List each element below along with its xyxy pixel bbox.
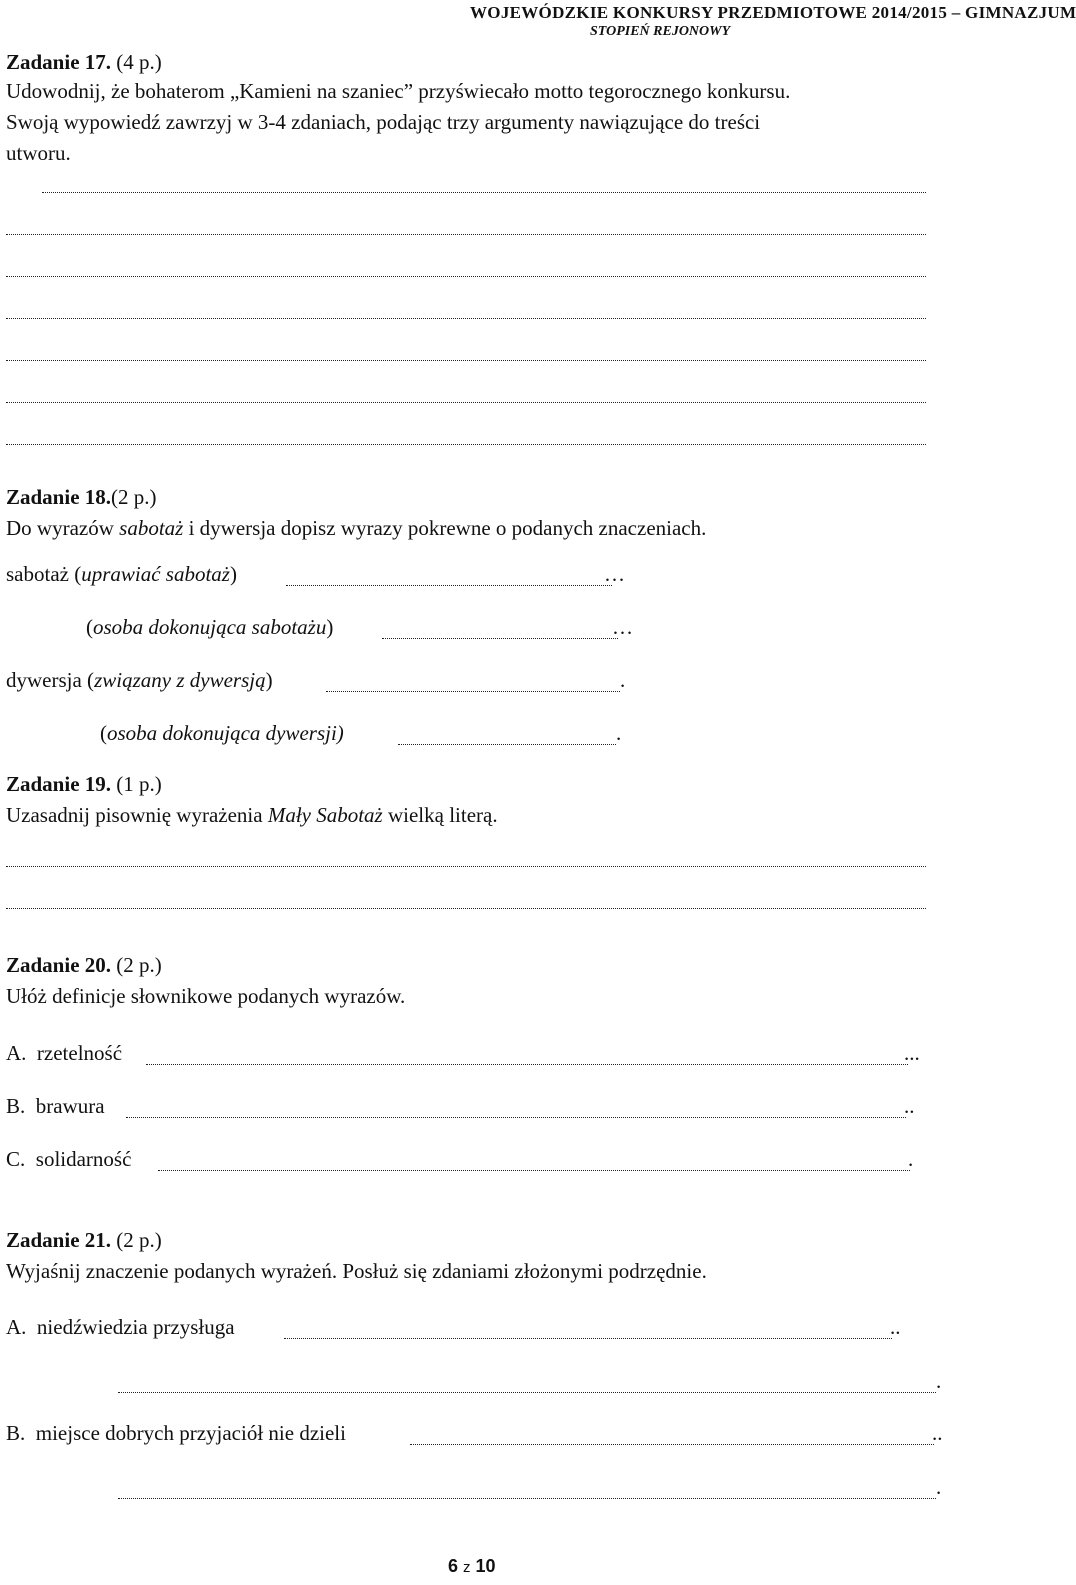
task-20-item-b <box>6 1094 105 1119</box>
contest-header: WOJEWÓDZKIE KONKURSY PRZEDMIOTOWE 2014/2015 – GIMNAZJUM <box>470 3 1076 22</box>
answer-line-17-1[interactable] <box>42 192 926 193</box>
task-18-r1-close: ) <box>229 562 237 586</box>
contest-stage: STOPIEŃ REJONOWY <box>590 24 731 39</box>
task-18-r2-close: ) <box>326 615 334 639</box>
answer-line-17-2[interactable] <box>6 234 926 235</box>
task-20-heading <box>6 953 162 978</box>
task-21-item-a-letter: A. <box>6 1315 27 1339</box>
task-17-line-1: Udowodnij, że bohaterom „Kamieni na szaniec” przyświecało motto tegorocznego konkursu. <box>6 79 791 103</box>
answer-line-18-3[interactable] <box>326 691 620 692</box>
task-21-instruction: Wyjaśnij znaczenie podanych wyrażeń. Posłuż się zdaniami złożonymi podrzędnie. <box>6 1259 707 1283</box>
task-19-instruction <box>6 803 498 828</box>
task-19-text-a: Uzasadnij pisownię wyrażenia <box>6 803 268 827</box>
page-number <box>448 1556 496 1577</box>
task-20-item-c-word: solidarność <box>35 1147 132 1171</box>
task-20-item-a-letter: A. <box>6 1041 27 1065</box>
task-21-item-b-letter: B. <box>6 1421 26 1445</box>
task-20-item-a-word: rzetelność <box>36 1041 123 1065</box>
answer-line-17-3[interactable] <box>6 276 926 277</box>
task-18-row-4 <box>100 721 344 746</box>
task-18-r2-end: … <box>612 615 633 639</box>
task-21-item-a-end: .. <box>890 1315 901 1339</box>
task-18-r3-close: ) <box>265 668 273 692</box>
task-17-heading <box>6 50 162 75</box>
task-18-intro-word: sabotaż <box>119 516 184 540</box>
task-20-title: Zadanie 20. <box>6 953 112 977</box>
task-20-item-b-word: brawura <box>35 1094 105 1118</box>
task-18-r2-hint: osoba dokonująca sabotażu <box>93 615 327 639</box>
task-21-item-a <box>6 1315 235 1340</box>
task-21-item-b-phrase: miejsce dobrych przyjaciół nie dzieli <box>35 1421 346 1445</box>
task-21-item-a-cont-end: . <box>936 1369 942 1393</box>
answer-line-21-b-cont[interactable] <box>118 1498 936 1499</box>
answer-line-17-6[interactable] <box>6 402 926 403</box>
task-19-term: Mały Sabotaż <box>267 803 383 827</box>
answer-line-21-a[interactable] <box>284 1338 892 1339</box>
answer-line-17-7[interactable] <box>6 444 926 445</box>
task-21-title: Zadanie 21. <box>6 1228 112 1252</box>
task-18-row-3 <box>6 668 273 693</box>
task-20-item-c-letter: C. <box>6 1147 26 1171</box>
task-18-r1-end: … <box>604 562 625 586</box>
task-21-item-b <box>6 1421 346 1446</box>
answer-line-20-b[interactable] <box>126 1117 906 1118</box>
task-17-line-3: utworu. <box>6 141 71 165</box>
task-18-r3-word: dywersja ( <box>6 668 95 692</box>
task-18-intro-b: i dywersja dopisz wyrazy pokrewne o podanych znaczeniach. <box>183 516 707 540</box>
task-21-points: (2 p.) <box>116 1228 162 1252</box>
task-20-instruction: Ułóż definicje słownikowe podanych wyrazów. <box>6 984 406 1008</box>
task-17-line-2: Swoją wypowiedź zawrzyj w 3-4 zdaniach, podając trzy argumenty nawiązujące do treści <box>6 110 761 134</box>
answer-line-18-1[interactable] <box>286 585 612 586</box>
task-20-item-b-letter: B. <box>6 1094 26 1118</box>
answer-line-21-b[interactable] <box>410 1444 934 1445</box>
task-20-item-c-end: . <box>908 1147 914 1171</box>
answer-line-17-4[interactable] <box>6 318 926 319</box>
task-18-r4-open: ( <box>100 721 107 745</box>
task-18-row-1 <box>6 562 237 587</box>
task-18-r2-open: ( <box>86 615 93 639</box>
answer-line-21-a-cont[interactable] <box>118 1392 936 1393</box>
task-19-points: (1 p.) <box>116 772 162 796</box>
task-21-item-a-phrase: niedźwiedzia przysługa <box>36 1315 235 1339</box>
answer-line-17-5[interactable] <box>6 360 926 361</box>
task-20-item-a <box>6 1041 122 1066</box>
task-18-title: Zadanie 18. <box>6 485 112 509</box>
task-18-instruction <box>6 516 706 541</box>
task-20-points: (2 p.) <box>116 953 162 977</box>
task-17-points: (4 p.) <box>116 50 162 74</box>
page-of: z <box>463 1559 471 1576</box>
task-18-r3-end: . <box>620 668 626 692</box>
page-total: 10 <box>475 1556 496 1576</box>
answer-line-18-4[interactable] <box>398 744 616 745</box>
answer-line-20-c[interactable] <box>158 1170 910 1171</box>
task-20-item-a-end: ... <box>904 1041 920 1065</box>
task-18-r4-hint: osoba dokonująca dywersji) <box>107 721 344 745</box>
answer-line-19-2[interactable] <box>6 908 926 909</box>
task-19-title: Zadanie 19. <box>6 772 112 796</box>
task-18-r3-hint: związany z dywersją <box>94 668 266 692</box>
answer-line-19-1[interactable] <box>6 866 926 867</box>
task-21-item-b-end: .. <box>932 1421 943 1445</box>
task-18-r1-word: sabotaż ( <box>6 562 82 586</box>
answer-line-18-2[interactable] <box>382 638 618 639</box>
task-18-row-2 <box>86 615 333 640</box>
task-18-r1-hint: uprawiać sabotaż <box>81 562 230 586</box>
page-current: 6 <box>448 1556 459 1576</box>
task-18-heading <box>6 485 157 510</box>
task-19-heading <box>6 772 162 797</box>
task-17-title: Zadanie 17. <box>6 50 112 74</box>
task-21-item-b-cont-end: . <box>936 1475 942 1499</box>
answer-line-20-a[interactable] <box>146 1064 908 1065</box>
task-18-points: (2 p.) <box>111 485 157 509</box>
task-19-text-b: wielką literą. <box>382 803 498 827</box>
task-18-intro-a: Do wyrazów <box>6 516 120 540</box>
task-21-heading <box>6 1228 162 1253</box>
task-18-r4-end: . <box>616 721 622 745</box>
task-20-item-b-end: .. <box>904 1094 915 1118</box>
task-20-item-c <box>6 1147 131 1172</box>
